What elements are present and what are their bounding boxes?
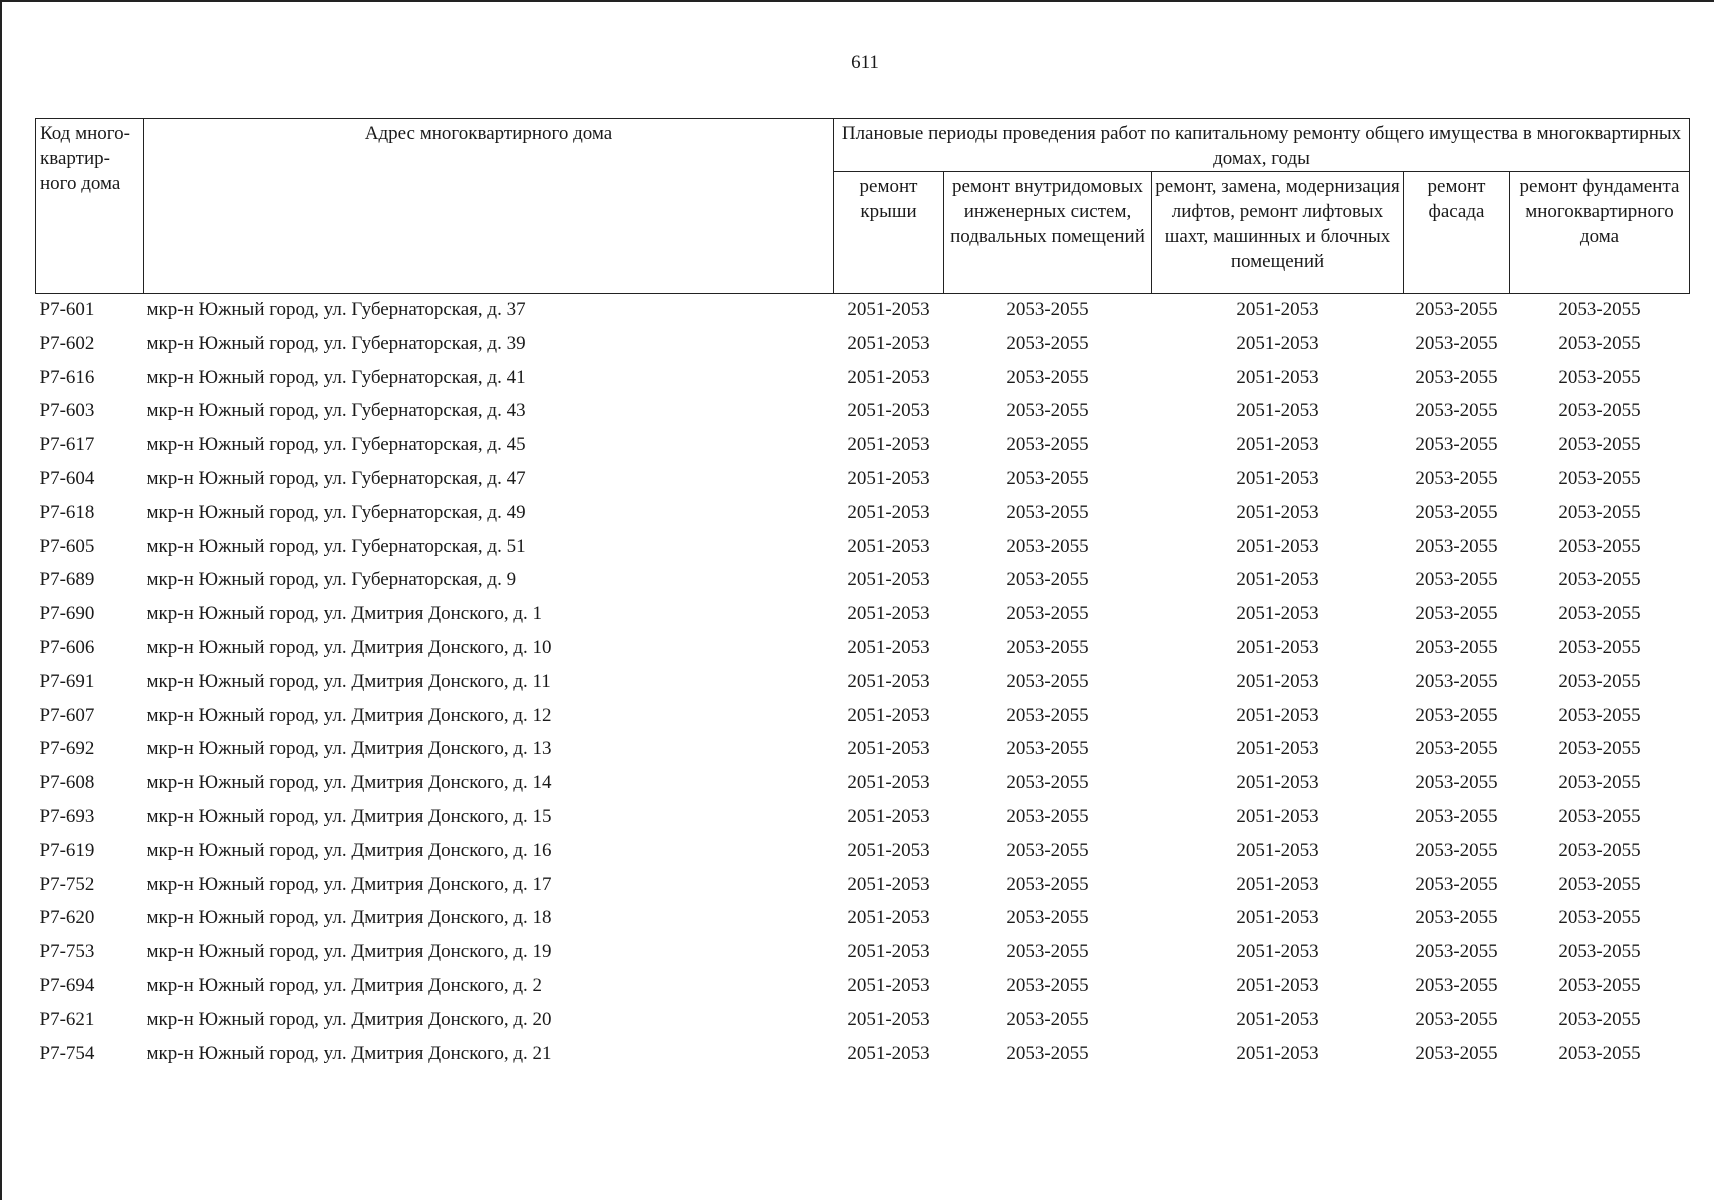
- cell-engineering-period: 2053-2055: [1006, 501, 1089, 523]
- cell-elevators-period: 2051-2053: [1236, 299, 1319, 320]
- cell-facade-period: 2053-2055: [1415, 1042, 1498, 1064]
- cell-facade-period: 2053-2055: [1415, 704, 1498, 726]
- cell-address: мкр-н Южный город, ул. Губернаторская, д. 39: [146, 332, 526, 354]
- cell-foundation-period: 2053-2055: [1558, 873, 1641, 895]
- cell-foundation-period: 2053-2055: [1558, 400, 1641, 422]
- table-row: [36, 500, 1690, 534]
- cell-roof-period: 2051-2053: [847, 603, 930, 625]
- cell-engineering-period: 2053-2055: [1006, 332, 1089, 354]
- table-row: [36, 1007, 1690, 1041]
- cell-address: мкр-н Южный город, ул. Губернаторская, д. 47: [146, 467, 526, 489]
- cell-facade-period: 2053-2055: [1415, 467, 1498, 489]
- cell-elevators-period: 2051-2053: [1236, 941, 1319, 963]
- cell-engineering-period: 2053-2055: [1006, 670, 1089, 692]
- cell-engineering-period: 2053-2055: [1006, 839, 1089, 861]
- cell-roof-period: 2051-2053: [847, 535, 930, 557]
- cell-facade-period: 2053-2055: [1415, 535, 1498, 557]
- cell-address: мкр-н Южный город, ул. Губернаторская, д. 51: [146, 535, 526, 557]
- cell-elevators-period: 2051-2053: [1236, 467, 1319, 489]
- header-code: Код много-квартир-ного дома: [36, 119, 144, 294]
- cell-foundation-period: 2053-2055: [1558, 670, 1641, 692]
- cell-foundation-period: 2053-2055: [1558, 569, 1641, 591]
- cell-engineering-period: 2053-2055: [1006, 974, 1089, 996]
- cell-code: P7-692: [39, 738, 95, 760]
- cell-roof-period: 2051-2053: [847, 434, 930, 456]
- cell-elevators-period: 2051-2053: [1236, 366, 1319, 388]
- cell-code: P7-606: [39, 636, 95, 658]
- cell-elevators-period: 2051-2053: [1236, 400, 1319, 422]
- cell-engineering-period: 2053-2055: [1006, 1042, 1089, 1064]
- cell-foundation-period: 2053-2055: [1558, 738, 1641, 760]
- cell-facade-period: 2053-2055: [1415, 569, 1498, 591]
- cell-address: мкр-н Южный город, ул. Дмитрия Донского, д. 11: [146, 670, 551, 692]
- cell-facade-period: 2053-2055: [1415, 434, 1498, 456]
- cell-elevators-period: 2051-2053: [1236, 1042, 1319, 1064]
- cell-code: P7-608: [39, 772, 95, 794]
- cell-roof-period: 2051-2053: [847, 1042, 930, 1064]
- cell-address: мкр-н Южный город, ул. Дмитрия Донского, д. 18: [146, 907, 552, 929]
- cell-code: P7-607: [39, 704, 95, 726]
- table-row: [36, 601, 1690, 635]
- cell-foundation-period: 2053-2055: [1558, 941, 1641, 963]
- cell-elevators-period: 2051-2053: [1236, 873, 1319, 895]
- table-row: [36, 331, 1690, 365]
- cell-roof-period: 2051-2053: [847, 738, 930, 760]
- scan-left-border: [0, 0, 2, 1200]
- table-row: [36, 365, 1690, 399]
- cell-engineering-period: 2053-2055: [1006, 873, 1089, 895]
- cell-code: P7-752: [39, 873, 95, 895]
- table-row: [36, 939, 1690, 973]
- cell-roof-period: 2051-2053: [847, 704, 930, 726]
- cell-code: P7-689: [39, 569, 95, 591]
- cell-facade-period: 2053-2055: [1415, 603, 1498, 625]
- table-row: [36, 294, 1690, 331]
- cell-engineering-period: 2053-2055: [1006, 941, 1089, 963]
- cell-address: мкр-н Южный город, ул. Дмитрия Донского, д. 16: [146, 839, 552, 861]
- cell-foundation-period: 2053-2055: [1558, 636, 1641, 658]
- cell-foundation-period: 2053-2055: [1558, 501, 1641, 523]
- cell-foundation-period: 2053-2055: [1558, 467, 1641, 489]
- cell-facade-period: 2053-2055: [1415, 873, 1498, 895]
- cell-code: P7-693: [39, 805, 95, 827]
- cell-facade-period: 2053-2055: [1415, 907, 1498, 929]
- cell-engineering-period: 2053-2055: [1006, 805, 1089, 827]
- scan-top-border: [0, 0, 1714, 2]
- cell-code: P7-619: [39, 839, 95, 861]
- cell-roof-period: 2051-2053: [847, 636, 930, 658]
- cell-address: мкр-н Южный город, ул. Дмитрия Донского, д. 21: [146, 1042, 552, 1064]
- cell-facade-period: 2053-2055: [1415, 839, 1498, 861]
- cell-facade-period: 2053-2055: [1415, 738, 1498, 760]
- header-roof: ремонт крыши: [834, 172, 944, 294]
- cell-address: мкр-н Южный город, ул. Дмитрия Донского, д. 2: [146, 974, 542, 996]
- cell-code: P7-604: [39, 467, 95, 489]
- cell-engineering-period: 2053-2055: [1006, 772, 1089, 794]
- cell-roof-period: 2051-2053: [847, 941, 930, 963]
- cell-address: мкр-н Южный город, ул. Дмитрия Донского, д. 15: [146, 805, 552, 827]
- cell-roof-period: 2051-2053: [847, 400, 930, 422]
- cell-elevators-period: 2051-2053: [1236, 535, 1319, 557]
- cell-roof-period: 2051-2053: [847, 839, 930, 861]
- cell-elevators-period: 2051-2053: [1236, 1008, 1319, 1030]
- cell-code: P7-617: [39, 434, 95, 456]
- cell-facade-period: 2053-2055: [1415, 1008, 1498, 1030]
- table-row: [36, 703, 1690, 737]
- cell-elevators-period: 2051-2053: [1236, 772, 1319, 794]
- cell-foundation-period: 2053-2055: [1558, 974, 1641, 996]
- cell-code: P7-690: [39, 603, 95, 625]
- cell-code: P7-691: [39, 670, 95, 692]
- cell-roof-period: 2051-2053: [847, 467, 930, 489]
- cell-address: мкр-н Южный город, ул. Губернаторская, д. 45: [146, 434, 526, 456]
- cell-address: мкр-н Южный город, ул. Дмитрия Донского, д. 14: [146, 772, 552, 794]
- cell-roof-period: 2051-2053: [847, 670, 930, 692]
- cell-engineering-period: 2053-2055: [1006, 434, 1089, 456]
- table-row: [36, 534, 1690, 568]
- table-row: [36, 669, 1690, 703]
- cell-roof-period: 2051-2053: [847, 366, 930, 388]
- cell-address: мкр-н Южный город, ул. Губернаторская, д. 41: [146, 366, 526, 388]
- table-body: [36, 294, 1690, 1075]
- cell-elevators-period: 2051-2053: [1236, 704, 1319, 726]
- cell-address: мкр-н Южный город, ул. Дмитрия Донского, д. 13: [146, 738, 552, 760]
- header-address: Адрес многоквартирного дома: [144, 119, 834, 294]
- header-elevators: ремонт, замена, модернизация лифтов, ремонт лифтовых шахт, машинных и блочных помещений: [1152, 172, 1404, 294]
- cell-address: мкр-н Южный город, ул. Дмитрия Донского, д. 20: [146, 1008, 552, 1030]
- header-engineering: ремонт внутридомовых инженерных систем, подвальных помещений: [944, 172, 1152, 294]
- cell-code: P7-754: [39, 1042, 95, 1064]
- cell-address: мкр-н Южный город, ул. Дмитрия Донского, д. 12: [146, 704, 552, 726]
- cell-roof-period: 2051-2053: [847, 873, 930, 895]
- cell-address: мкр-н Южный город, ул. Губернаторская, д. 49: [146, 501, 526, 523]
- cell-address: мкр-н Южный город, ул. Дмитрия Донского, д. 10: [146, 636, 552, 658]
- cell-engineering-period: 2053-2055: [1006, 907, 1089, 929]
- table-header: [36, 119, 1690, 294]
- cell-address: мкр-н Южный город, ул. Губернаторская, д. 37: [146, 299, 526, 320]
- cell-foundation-period: 2053-2055: [1558, 299, 1641, 320]
- cell-facade-period: 2053-2055: [1415, 772, 1498, 794]
- cell-address: мкр-н Южный город, ул. Губернаторская, д. 43: [146, 400, 526, 422]
- cell-elevators-period: 2051-2053: [1236, 332, 1319, 354]
- cell-facade-period: 2053-2055: [1415, 366, 1498, 388]
- cell-engineering-period: 2053-2055: [1006, 535, 1089, 557]
- cell-facade-period: 2053-2055: [1415, 974, 1498, 996]
- cell-code: P7-753: [39, 941, 95, 963]
- table-row: [36, 736, 1690, 770]
- cell-elevators-period: 2051-2053: [1236, 434, 1319, 456]
- cell-foundation-period: 2053-2055: [1558, 704, 1641, 726]
- cell-elevators-period: 2051-2053: [1236, 569, 1319, 591]
- cell-roof-period: 2051-2053: [847, 299, 930, 320]
- cell-engineering-period: 2053-2055: [1006, 603, 1089, 625]
- cell-engineering-period: 2053-2055: [1006, 636, 1089, 658]
- cell-facade-period: 2053-2055: [1415, 670, 1498, 692]
- cell-engineering-period: 2053-2055: [1006, 704, 1089, 726]
- cell-roof-period: 2051-2053: [847, 974, 930, 996]
- cell-roof-period: 2051-2053: [847, 805, 930, 827]
- cell-code: P7-620: [39, 907, 95, 929]
- cell-elevators-period: 2051-2053: [1236, 501, 1319, 523]
- table-row: [36, 804, 1690, 838]
- page-number: 611: [851, 52, 879, 73]
- cell-elevators-period: 2051-2053: [1236, 805, 1319, 827]
- table-row: [36, 838, 1690, 872]
- table-row: [36, 872, 1690, 906]
- table-row: [36, 567, 1690, 601]
- cell-roof-period: 2051-2053: [847, 332, 930, 354]
- cell-foundation-period: 2053-2055: [1558, 1042, 1641, 1064]
- cell-code: P7-616: [39, 366, 95, 388]
- cell-address: мкр-н Южный город, ул. Дмитрия Донского, д. 19: [146, 941, 552, 963]
- cell-engineering-period: 2053-2055: [1006, 366, 1089, 388]
- cell-foundation-period: 2053-2055: [1558, 1008, 1641, 1030]
- cell-code: P7-601: [39, 299, 95, 320]
- table-row: [36, 770, 1690, 804]
- cell-engineering-period: 2053-2055: [1006, 569, 1089, 591]
- cell-address: мкр-н Южный город, ул. Дмитрия Донского, д. 1: [146, 603, 542, 625]
- cell-facade-period: 2053-2055: [1415, 941, 1498, 963]
- cell-roof-period: 2051-2053: [847, 772, 930, 794]
- cell-elevators-period: 2051-2053: [1236, 636, 1319, 658]
- cell-facade-period: 2053-2055: [1415, 805, 1498, 827]
- header-periods-group: Плановые периоды проведения работ по капитальному ремонту общего имущества в многоквартирных домах, годы: [834, 119, 1690, 172]
- repair-schedule-table: [35, 118, 1690, 1074]
- header-facade: ремонт фасада: [1404, 172, 1510, 294]
- cell-code: P7-694: [39, 974, 95, 996]
- table-row: [36, 973, 1690, 1007]
- cell-elevators-period: 2051-2053: [1236, 839, 1319, 861]
- cell-facade-period: 2053-2055: [1415, 636, 1498, 658]
- cell-foundation-period: 2053-2055: [1558, 603, 1641, 625]
- cell-foundation-period: 2053-2055: [1558, 366, 1641, 388]
- table-row: [36, 635, 1690, 669]
- cell-foundation-period: 2053-2055: [1558, 907, 1641, 929]
- table-row: [36, 466, 1690, 500]
- cell-facade-period: 2053-2055: [1415, 400, 1498, 422]
- cell-engineering-period: 2053-2055: [1006, 299, 1089, 320]
- cell-roof-period: 2051-2053: [847, 569, 930, 591]
- cell-roof-period: 2051-2053: [847, 907, 930, 929]
- cell-engineering-period: 2053-2055: [1006, 1008, 1089, 1030]
- cell-address: мкр-н Южный город, ул. Губернаторская, д. 9: [146, 569, 517, 591]
- cell-foundation-period: 2053-2055: [1558, 839, 1641, 861]
- cell-facade-period: 2053-2055: [1415, 332, 1498, 354]
- cell-facade-period: 2053-2055: [1415, 299, 1498, 320]
- table-row: [36, 1041, 1690, 1075]
- cell-foundation-period: 2053-2055: [1558, 535, 1641, 557]
- cell-code: P7-603: [39, 400, 95, 422]
- cell-foundation-period: 2053-2055: [1558, 805, 1641, 827]
- cell-elevators-period: 2051-2053: [1236, 907, 1319, 929]
- cell-roof-period: 2051-2053: [847, 501, 930, 523]
- cell-address: мкр-н Южный город, ул. Дмитрия Донского, д. 17: [146, 873, 552, 895]
- cell-engineering-period: 2053-2055: [1006, 400, 1089, 422]
- cell-facade-period: 2053-2055: [1415, 501, 1498, 523]
- table-row: [36, 432, 1690, 466]
- table-row: [36, 398, 1690, 432]
- cell-code: P7-621: [39, 1008, 95, 1030]
- cell-code: P7-602: [39, 332, 95, 354]
- cell-foundation-period: 2053-2055: [1558, 332, 1641, 354]
- cell-code: P7-605: [39, 535, 95, 557]
- cell-foundation-period: 2053-2055: [1558, 434, 1641, 456]
- cell-roof-period: 2051-2053: [847, 1008, 930, 1030]
- cell-engineering-period: 2053-2055: [1006, 738, 1089, 760]
- cell-code: P7-618: [39, 501, 95, 523]
- cell-foundation-period: 2053-2055: [1558, 772, 1641, 794]
- cell-elevators-period: 2051-2053: [1236, 738, 1319, 760]
- cell-elevators-period: 2051-2053: [1236, 670, 1319, 692]
- table-row: [36, 905, 1690, 939]
- cell-elevators-period: 2051-2053: [1236, 974, 1319, 996]
- cell-elevators-period: 2051-2053: [1236, 603, 1319, 625]
- header-foundation: ремонт фундамента многоквартирного дома: [1510, 172, 1690, 294]
- cell-engineering-period: 2053-2055: [1006, 467, 1089, 489]
